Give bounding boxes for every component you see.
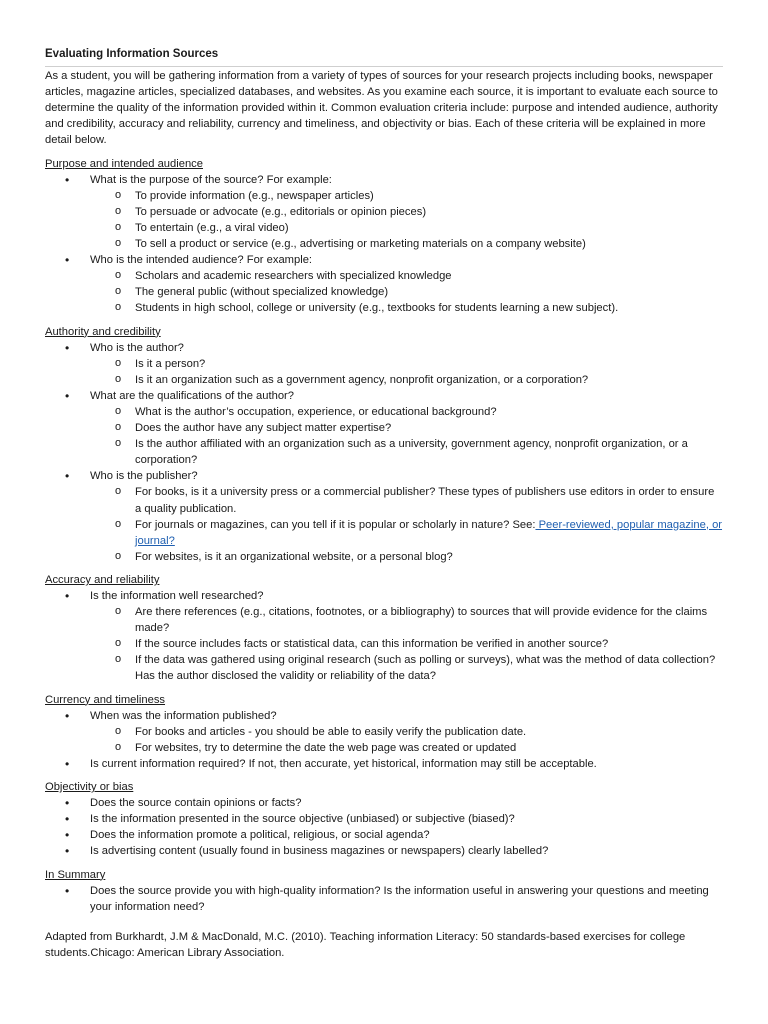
bullet-text: Does the source provide you with high-quality information? Is the information useful in answering your questions and meeting your information need? [90,884,709,913]
bullet-item [45,827,723,843]
bullet-text: Is advertising content (usually found in business magazines or newspapers) clearly labelled? [90,845,549,858]
bullet-text: Who is the publisher? [90,470,198,483]
section-spacer [45,772,723,779]
document-page [45,46,723,972]
sub-bullet-list [90,404,723,468]
bullet-item [45,756,723,772]
sub-bullet-item: o If the source includes facts or statistical data, can this information be verified in another source? [90,636,723,652]
sub-bullet-item: o If the data was gathered using original research (such as polling or surveys), what was the method of data collection? Has the author disclosed the validity or reliability of the data? [90,652,723,684]
sub-bullet-list [90,356,723,388]
sections-container [45,156,723,915]
sub-bullet-item: o To entertain (e.g., a viral video) [90,220,723,236]
bullet-item [45,588,723,685]
section-heading: Authority and credibility [45,325,161,338]
bullet-text: What is the purpose of the source? For example: [90,173,332,186]
section [45,779,723,866]
bullet-item [45,795,723,811]
bullet-list [45,340,723,565]
section-heading: Accuracy and reliability [45,573,160,586]
bullet-list [45,588,723,685]
bullet-text: Does the information promote a political, religious, or social agenda? [90,829,430,842]
sub-bullet-item: o To provide information (e.g., newspaper articles) [90,188,723,204]
section-spacer [45,565,723,572]
sub-bullet-item: o Does the author have any subject matter expertise? [90,420,723,436]
citation-footer: Adapted from Burkhardt, J.M & MacDonald, M.C. (2010). Teaching information Literacy: 50 standards-based exercises for college students.Chicago: American Library Association. [45,930,686,959]
bullet-text: Is the information well researched? [90,590,264,602]
bullet-text: Is the information presented in the source objective (unbiased) or subjective (biased)? [90,813,515,826]
bullet-text: What are the qualifications of the author? [90,389,294,402]
bullet-item [45,811,723,827]
bullet-list [45,708,723,772]
sub-bullet-item: o What is the author’s occupation, experience, or educational background? [90,404,723,420]
section-heading: In Summary [45,868,106,881]
section [45,572,723,692]
sub-bullet-list [90,268,723,316]
sub-bullet-item: o For books and articles - you should be able to easily verify the publication date. [90,724,723,740]
section-heading: Purpose and intended audience [45,157,203,170]
bullet-list [45,883,723,915]
bullet-list [45,172,723,317]
intro-paragraph: As a student, you will be gathering information from a variety of types of sources for your research projects including books, newspaper articles, magazine articles, specialized databases, and websites. As you examine each source, it is important to evaluate each source to determine the quality of the information provided within it. Common evaluation criteria include: purpose and intended audience, authority and credibility, accuracy and reliability, currency and timeliness, and objectivity or bias. Each of these criteria will be explained in more detail below. [45,70,718,147]
sub-bullet-item: o Students in high school, college or university (e.g., textbooks for students learning a new subject). [90,300,723,316]
bullet-item [45,172,723,252]
bullet-item [45,252,723,316]
bullet-item [45,883,723,915]
section [45,156,723,324]
bullet-text: Who is the intended audience? For example: [90,254,313,267]
sub-bullet-list [90,604,723,684]
bullet-item [45,843,723,859]
bullet-item [45,468,723,565]
bullet-list [45,795,723,859]
section-heading: Currency and timeliness [45,693,166,706]
bullet-text: Does the source contain opinions or facts? [90,797,302,810]
sub-bullet-list [90,724,723,756]
sub-bullet-list [90,484,723,564]
peer-reviewed-link[interactable]: Peer-reviewed, popular magazine, or journal? [135,518,723,547]
section-spacer [45,317,723,324]
sub-bullet-item: o To sell a product or service (e.g., advertising or marketing materials on a company website) [90,236,723,252]
title-divider [45,66,723,67]
section [45,324,723,572]
bullet-item [45,340,723,388]
section [45,692,723,779]
sub-bullet-item: o For books, is it a university press or a commercial publisher? These types of publishers use editors in order to ensure a quality publication. [90,484,723,516]
bullet-text: When was the information published? [90,709,277,722]
section-heading: Objectivity or bias [45,781,134,794]
bullet-text: Who is the author? [90,341,184,354]
sub-bullet-item: o Are there references (e.g., citations, footnotes, or a bibliography) to sources that will provide evidence for the claims made? [90,604,723,636]
sub-bullet-item: o Is the author affiliated with an organization such as a university, government agency, nonprofit organization, or a corporation? [90,436,723,468]
sub-bullet-list [90,188,723,252]
sub-bullet-item: o For websites, is it an organizational website, or a personal blog? [90,549,723,565]
bullet-text: Is current information required? If not, then accurate, yet historical, information may still be acceptable. [90,757,597,770]
section [45,867,723,915]
bullet-item [45,388,723,468]
sub-bullet-item: o Is it a person? [90,356,723,372]
document-title: Evaluating Information Sources [45,48,219,60]
sub-bullet-text: For journals or magazines, can you tell if it is popular or scholarly in nature? See: [135,518,536,531]
sub-bullet-item: o To persuade or advocate (e.g., editorials or opinion pieces) [90,204,723,220]
section-spacer [45,860,723,867]
section-spacer [45,685,723,692]
bullet-item [45,708,723,756]
sub-bullet-item: o The general public (without specialized knowledge) [90,284,723,300]
sub-bullet-item: o Scholars and academic researchers with specialized knowledge [90,268,723,284]
sub-bullet-item: o Is it an organization such as a government agency, nonprofit organization, or a corporation? [90,372,723,388]
sub-bullet-item: o For websites, try to determine the date the web page was created or updated [90,740,723,756]
sub-bullet-item [90,517,723,549]
